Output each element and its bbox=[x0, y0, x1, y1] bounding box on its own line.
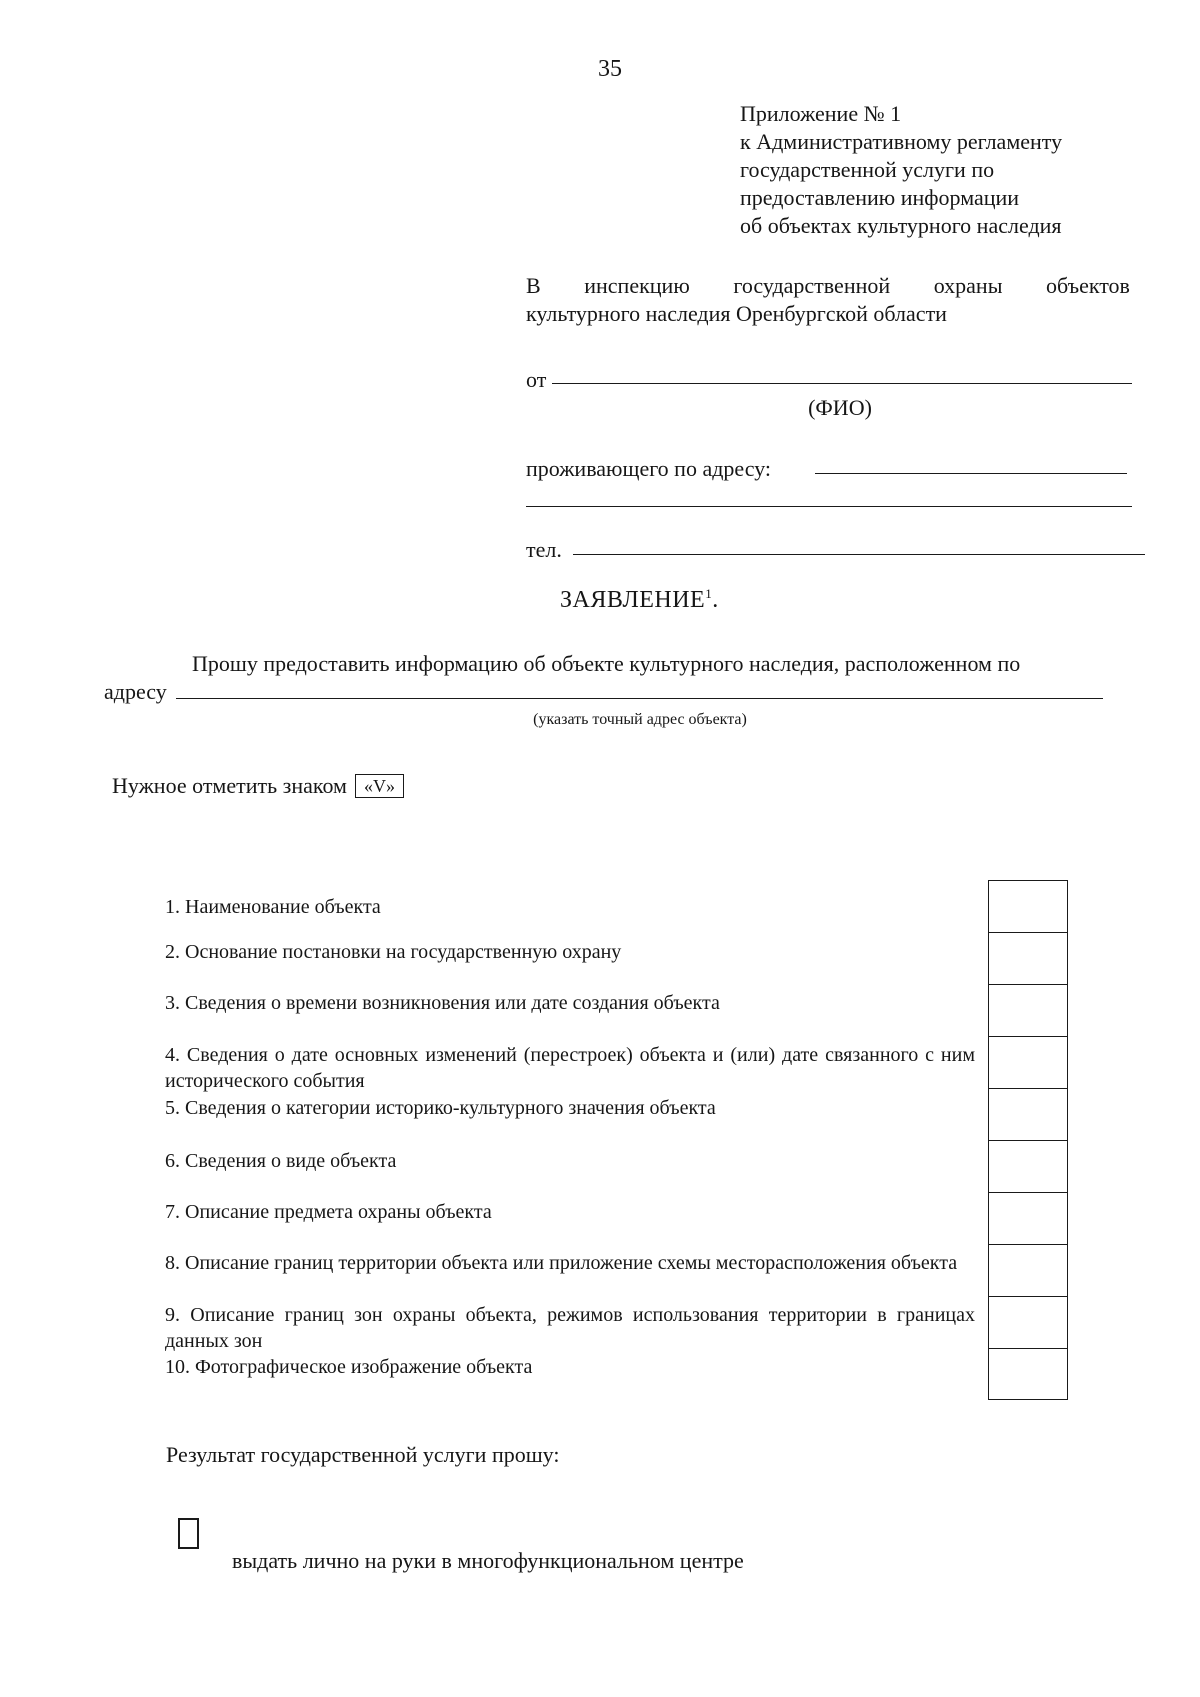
result-title: Результат государственной услуги прошу: bbox=[166, 1442, 560, 1467]
mark-sample-box: «V» bbox=[355, 774, 404, 798]
item-checkbox[interactable] bbox=[989, 1245, 1067, 1297]
list-item: 1. Наименование объекта bbox=[165, 896, 381, 918]
phone-label: тел. bbox=[526, 537, 562, 562]
appendix-line: к Административному регламенту bbox=[740, 129, 1063, 154]
appendix-line: предоставлению информации bbox=[740, 185, 1020, 210]
addressee-line-2: культурного наследия Оренбургской области bbox=[526, 301, 947, 326]
statement-title-text: ЗАЯВЛЕНИЕ bbox=[560, 587, 706, 613]
list-item: 2. Основание постановки на государственную охрану bbox=[165, 941, 622, 963]
list-item: 4. Сведения о дате основных изменений (перестроек) объекта и (или) дате связанного с ним исторического события bbox=[165, 1044, 975, 1092]
appendix-line: государственной услуги по bbox=[740, 157, 995, 182]
item-checkbox[interactable] bbox=[989, 1193, 1067, 1245]
appendix-line: Приложение № 1 bbox=[740, 101, 902, 126]
item-checkbox[interactable] bbox=[989, 1349, 1067, 1401]
list-item: 8. Описание границ территории объекта или приложение схемы месторасположения объекта bbox=[165, 1252, 958, 1274]
item-checkbox[interactable] bbox=[989, 985, 1067, 1037]
list-item: 10. Фотографическое изображение объекта bbox=[165, 1356, 533, 1378]
result-option-checkbox[interactable] bbox=[178, 1518, 199, 1549]
item-checkbox[interactable] bbox=[989, 933, 1067, 985]
residence-address-field[interactable] bbox=[815, 473, 1127, 474]
mark-instruction-text: Нужное отметить знаком bbox=[112, 773, 347, 798]
addressee-line-1 bbox=[526, 272, 1130, 300]
item-checkbox[interactable] bbox=[989, 1141, 1067, 1193]
list-item: 7. Описание предмета охраны объекта bbox=[165, 1201, 492, 1223]
list-item: 9. Описание границ зон охраны объекта, режимов использования территории в границах данных зон bbox=[165, 1304, 975, 1352]
addressee-word: государственной bbox=[733, 273, 891, 298]
item-checkbox-column bbox=[988, 880, 1068, 1400]
mark-instruction bbox=[112, 772, 404, 800]
address-label: проживающего по адресу: bbox=[526, 456, 772, 481]
statement-title bbox=[560, 586, 719, 614]
list-item: 3. Сведения о времени возникновения или дате создания объекта bbox=[165, 992, 720, 1014]
phone-field[interactable] bbox=[573, 554, 1145, 555]
list-item: 6. Сведения о виде объекта bbox=[165, 1150, 397, 1172]
item-checkbox[interactable] bbox=[989, 1297, 1067, 1349]
list-item: 5. Сведения о категории историко-культурного значения объекта bbox=[165, 1097, 716, 1119]
request-text: Прошу предоставить информацию об объекте культурного наследия, расположенном по bbox=[192, 651, 1021, 676]
item-checkbox[interactable] bbox=[989, 881, 1067, 933]
fio-field[interactable] bbox=[552, 383, 1132, 384]
item-checkbox[interactable] bbox=[989, 1037, 1067, 1089]
addressee-word: охраны bbox=[933, 273, 1003, 298]
addressee-word: В bbox=[526, 273, 541, 298]
addressee-word: объектов bbox=[1046, 273, 1130, 298]
page-number: 35 bbox=[598, 56, 622, 82]
appendix-header bbox=[740, 100, 1160, 240]
statement-title-end: . bbox=[712, 587, 719, 613]
object-address-label: адресу bbox=[104, 679, 167, 704]
fio-caption: (ФИО) bbox=[808, 395, 872, 420]
footnote-mark: 1 bbox=[705, 586, 713, 601]
appendix-line: об объектах культурного наследия bbox=[740, 213, 1062, 238]
from-label: от bbox=[526, 367, 547, 392]
addressee-word: инспекцию bbox=[584, 273, 690, 298]
residence-address-field-line-2[interactable] bbox=[526, 506, 1132, 507]
result-option-label: выдать лично на руки в многофункциональном центре bbox=[232, 1548, 744, 1573]
object-address-field[interactable] bbox=[176, 698, 1103, 699]
object-address-caption: (указать точный адрес объекта) bbox=[533, 711, 747, 728]
item-checkbox[interactable] bbox=[989, 1089, 1067, 1141]
